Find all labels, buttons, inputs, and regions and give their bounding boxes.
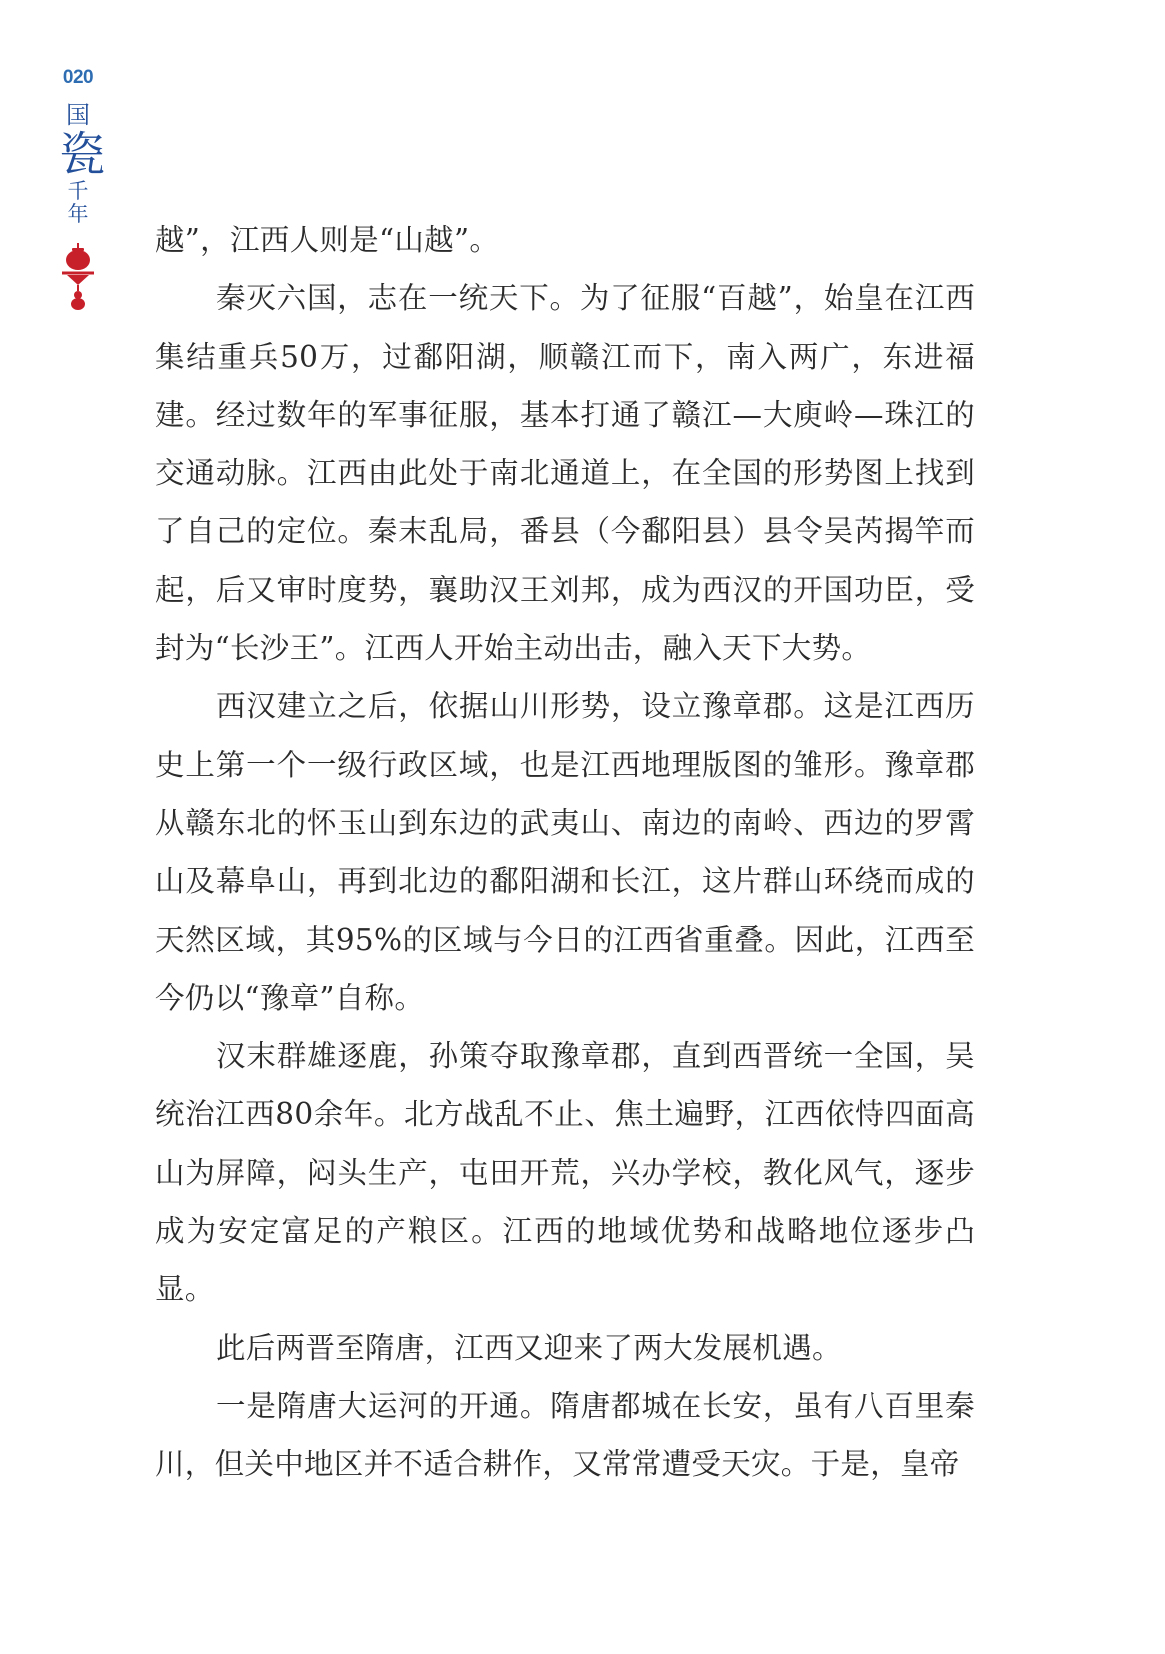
margin-bar	[56, 67, 105, 311]
title-char-ci: 瓷	[59, 127, 105, 181]
body-text	[155, 211, 975, 1494]
paragraph-1: 越”，江西人则是“山越”。	[155, 223, 500, 257]
paragraph-3: 西汉建立之后，依据山川形势，设立豫章郡。这是江西历史上第一个一级行政区域，也是江西地理版图的雏形。豫章郡从赣东北的怀玉山到东边的武夷山、南边的南岭、西边的罗霄山及幕阜山，再到北边的鄱阳湖和长江，这片群山环绕而成的天然区域，其95%的区域与今日的江西省重叠。因此，江西至今仍以“豫章”自称。	[155, 689, 975, 1015]
title-char-nian: 年	[67, 202, 89, 226]
paragraph-5: 此后两晋至隋唐，江西又迎来了两大发展机遇。	[216, 1330, 842, 1365]
paragraph-2: 秦灭六国，志在一统天下。为了征服“百越”，始皇在江西集结重兵50万，过鄱阳湖，顺赣江而下，南入两广，东进福建。经过数年的军事征服，基本打通了赣江—大庾岭—珠江的交通动脉。江西由此处于南北通道上，在全国的形势图上找到了自己的定位。秦末乱局，番县（今鄱阳县）县令吴芮揭竿而起，后又审时度势，襄助汉王刘邦，成为西汉的开国功臣，受封为“长沙王”。江西人开始主动出击，融入天下大势。	[155, 281, 975, 666]
title-char-qian: 千	[67, 179, 89, 203]
paragraph-4: 汉末群雄逐鹿，孙策夺取豫章郡，直到西晋统一全国，吴统治江西80余年。北方战乱不止、焦土遍野，江西依恃四面高山为屏障，闷头生产，屯田开荒，兴办学校，教化风气，逐步成为安定富足的产粮区。江西的地域优势和战略地位逐步凸显。	[155, 1039, 975, 1307]
paragraph-6: 一是隋唐大运河的开通。隋唐都城在长安，虽有八百里秦川，但关中地区并不适合耕作，又常常遭受天灾。于是，皇帝	[155, 1388, 975, 1482]
title-char-guo: 国	[66, 101, 90, 129]
page-number: 020	[62, 67, 94, 88]
red-lantern-and-gourd-icon	[61, 243, 95, 311]
